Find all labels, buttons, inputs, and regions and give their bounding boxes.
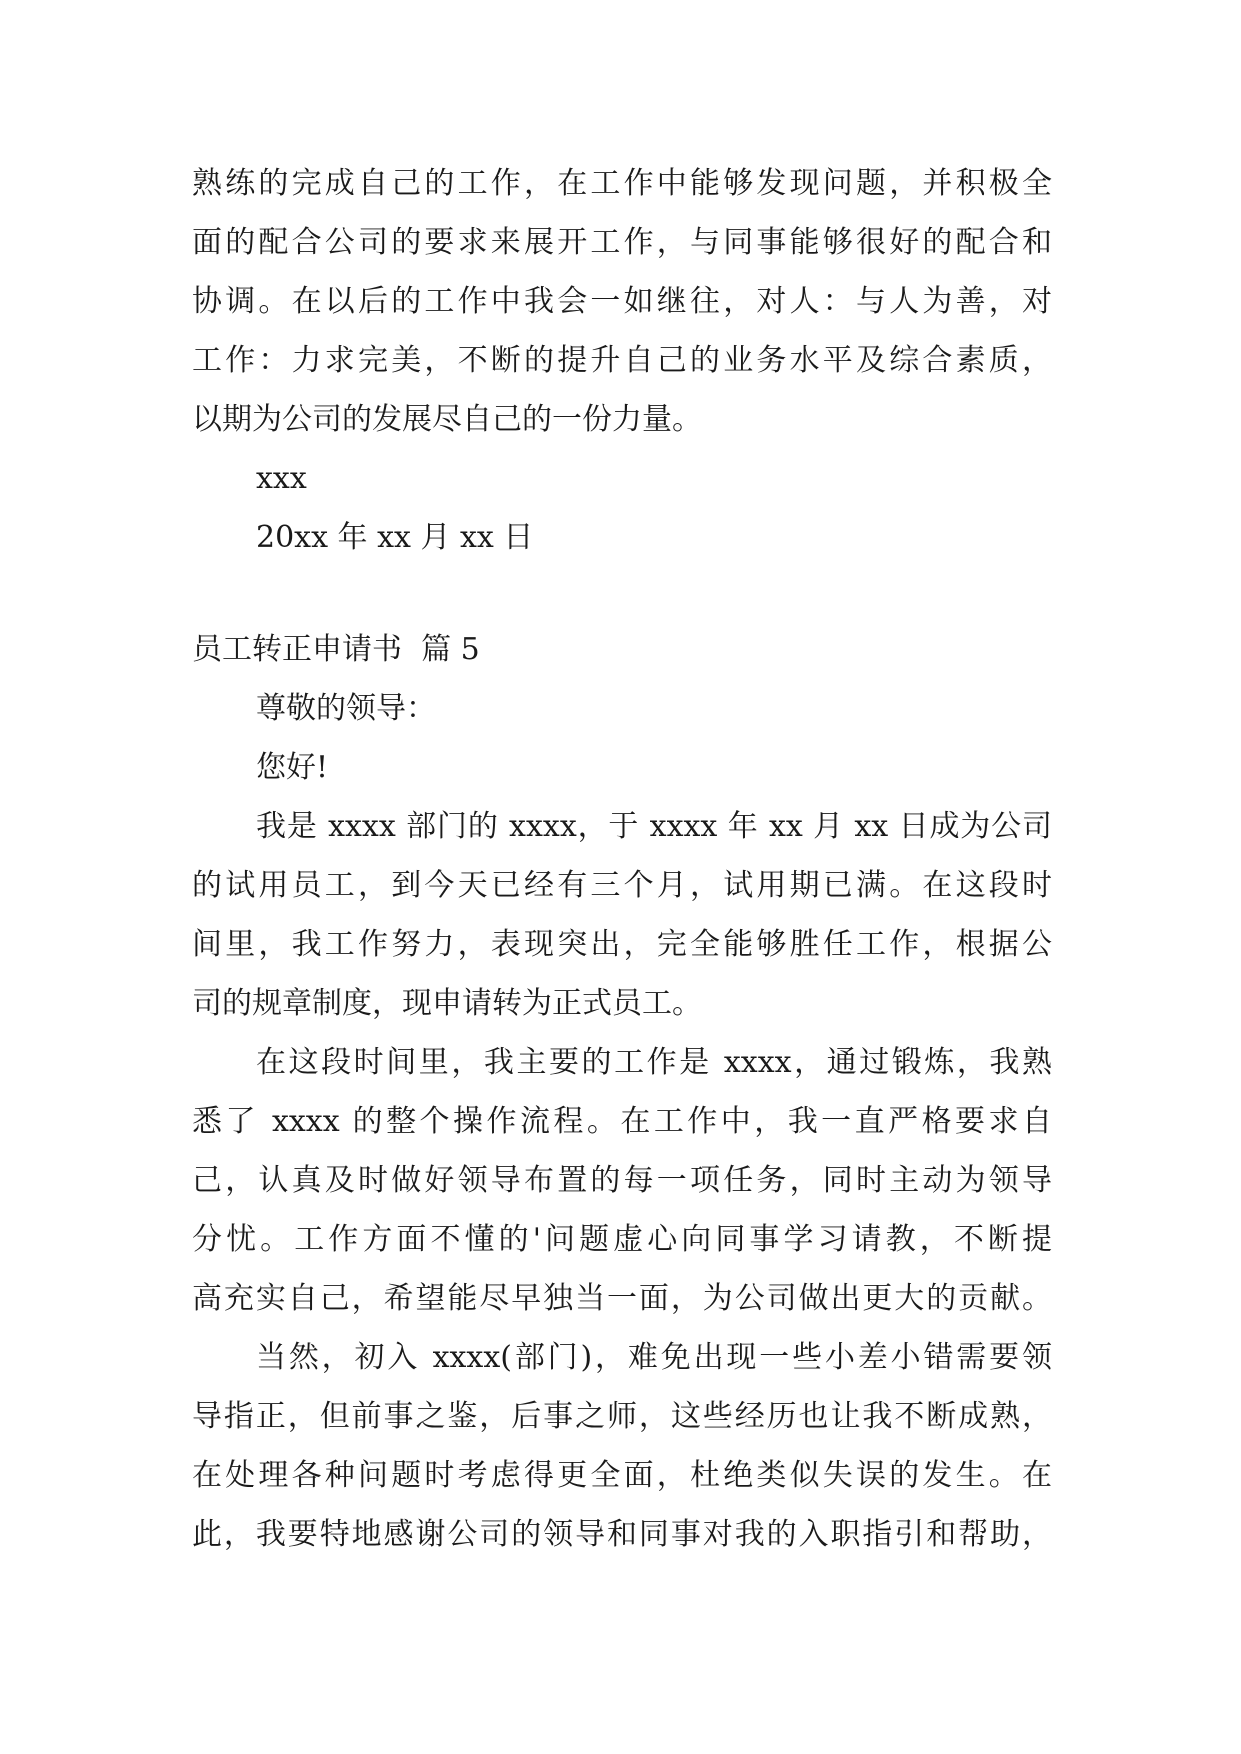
paragraph-line: 己，认真及时做好领导布置的每一项任务，同时主动为领导 — [192, 1163, 1052, 1198]
greeting: 您好! — [256, 750, 329, 785]
paragraph-line: 协调。在以后的工作中我会一如继往，对人：与人为善，对 — [192, 284, 1052, 319]
paragraph-line: 在这段时间里，我主要的工作是 xxxx，通过锻炼，我熟 — [256, 1045, 1052, 1080]
signature-date: 20xx 年 xx 月 xx 日 — [256, 520, 534, 555]
signature-name: xxx — [256, 461, 307, 496]
paragraph-line: 分忧。工作方面不懂的'问题虚心向同事学习请教，不断提 — [192, 1222, 1052, 1257]
paragraph-line: 司的规章制度，现申请转为正式员工。 — [192, 986, 702, 1021]
paragraph-line: 当然，初入 xxxx(部门)，难免出现一些小差小错需要领 — [256, 1340, 1052, 1375]
paragraph-line: 熟练的完成自己的工作，在工作中能够发现问题，并积极全 — [192, 166, 1052, 201]
paragraph-line: 高充实自己，希望能尽早独当一面，为公司做出更大的贡献。 — [192, 1281, 1052, 1316]
paragraph-line: 间里，我工作努力，表现突出，完全能够胜任工作，根据公 — [192, 927, 1052, 962]
paragraph-line: 在处理各种问题时考虑得更全面，杜绝类似失误的发生。在 — [192, 1458, 1052, 1493]
paragraph-line: 工作：力求完美，不断的提升自己的业务水平及综合素质， — [192, 343, 1052, 378]
paragraph-line: 以期为公司的发展尽自己的一份力量。 — [192, 402, 702, 437]
paragraph-line: 的试用员工，到今天已经有三个月，试用期已满。在这段时 — [192, 868, 1052, 903]
salutation: 尊敬的领导： — [256, 691, 436, 726]
paragraph-line: 我是 xxxx 部门的 xxxx，于 xxxx 年 xx 月 xx 日成为公司 — [256, 809, 1052, 844]
section-title: 员工转正申请书 篇 5 — [192, 632, 480, 667]
paragraph-line: 导指正，但前事之鉴，后事之师，这些经历也让我不断成熟， — [192, 1399, 1052, 1434]
paragraph-line: 此，我要特地感谢公司的领导和同事对我的入职指引和帮助， — [192, 1517, 1052, 1552]
paragraph-line: 面的配合公司的要求来展开工作，与同事能够很好的配合和 — [192, 225, 1052, 260]
paragraph-line: 悉了 xxxx 的整个操作流程。在工作中，我一直严格要求自 — [192, 1104, 1052, 1139]
